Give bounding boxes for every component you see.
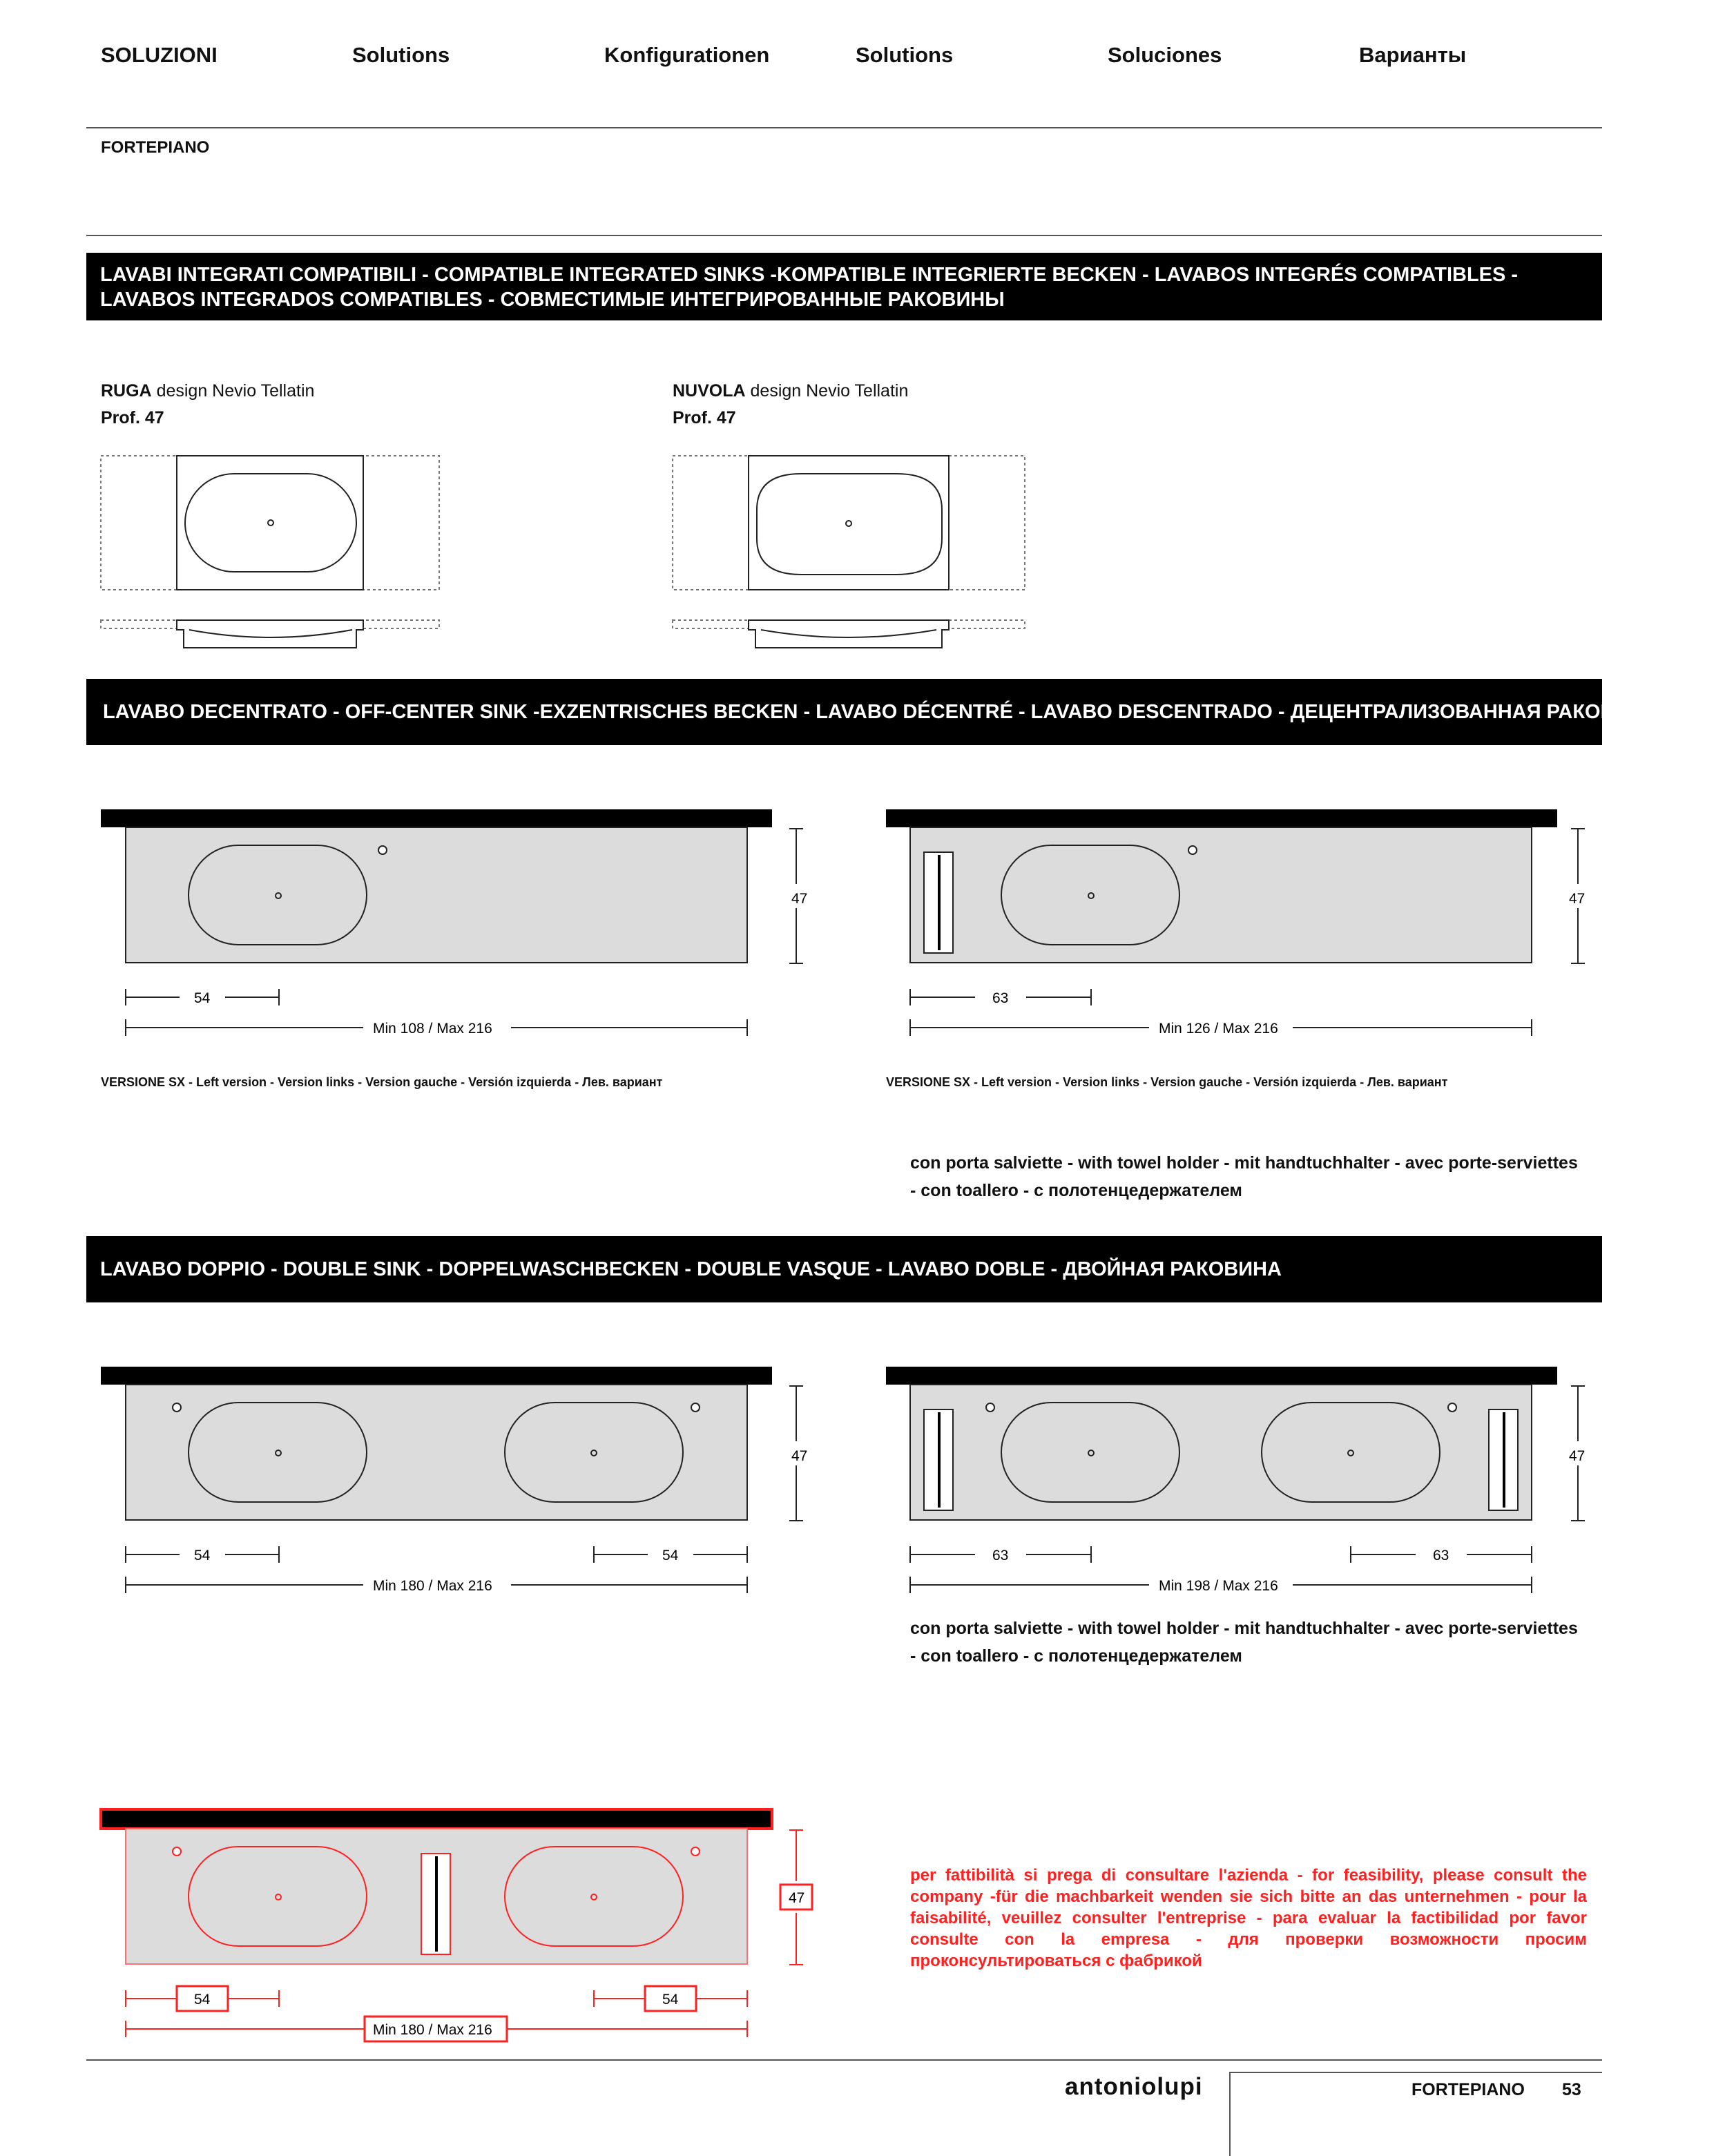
offcenter-towel-note-line1: con porta salviette - with towel holder - mit handtuchhalter - avec porte-serviettes bbox=[910, 1153, 1578, 1173]
vanity-front bbox=[910, 1385, 1532, 1520]
integrated-sink-drawings bbox=[0, 0, 1725, 663]
nuvola-designer: design Nevio Tellatin bbox=[750, 381, 909, 401]
offcenter-left-drawing bbox=[101, 809, 807, 1037]
counter-top bbox=[101, 1809, 772, 1829]
dim-offset-right: 54 bbox=[662, 1548, 679, 1563]
page-number: 53 bbox=[1562, 2080, 1581, 2099]
counter-top bbox=[886, 809, 1557, 827]
dim-offset-left: 54 bbox=[194, 1992, 211, 2008]
tap-hole bbox=[1188, 846, 1197, 854]
dim-offset-right: 54 bbox=[662, 1992, 679, 2008]
tap-hole-left bbox=[173, 1847, 181, 1856]
counter-top bbox=[886, 1367, 1557, 1385]
ruga-name: RUGA bbox=[101, 381, 152, 401]
header-tab-ru: Варианты bbox=[1359, 43, 1467, 67]
counter-top bbox=[101, 1367, 772, 1385]
offcenter-right-drawing bbox=[886, 809, 1585, 1037]
offcenter-towel-note-line2: - con toallero - с полотенцедержателем bbox=[910, 1181, 1242, 1200]
tap-hole-right bbox=[1448, 1403, 1456, 1412]
vanity-front bbox=[126, 827, 747, 963]
header-tab-fr: Solutions bbox=[856, 43, 954, 67]
vanity-front bbox=[126, 1385, 747, 1520]
footer-collection: FORTEPIANO bbox=[1411, 2080, 1525, 2099]
dim-range: Min 108 / Max 216 bbox=[373, 1021, 492, 1037]
section-double-title: LAVABO DOPPIO - DOUBLE SINK - DOPPELWASCHBECKEN - DOUBLE VASQUE - LAVABO DOBLE - ДВОЙНАЯ РАКОВИНА bbox=[86, 1236, 1602, 1302]
nuvola-name: NUVOLA bbox=[673, 381, 746, 401]
feasibility-note: per fattibilità si prega di consultare l'azienda - for feasibility, please consult the company -für die machbarkeit wenden sie sich bitte an das unternehmen - pour la faisabilité, veuillez consulter l'entreprise - para evaluar la factibilidad por favor consulte con la empresa - для проверки возможности просим проконсультироваться с фабрикой bbox=[910, 1866, 1587, 1970]
double-left-drawing bbox=[101, 1367, 807, 1594]
tap-hole-left bbox=[173, 1403, 181, 1412]
header-tab-es: Soluciones bbox=[1108, 43, 1222, 67]
dim-depth: 47 bbox=[791, 891, 808, 907]
tap-hole-right bbox=[691, 1847, 700, 1856]
dim-range: Min 180 / Max 216 bbox=[373, 1578, 492, 1594]
header-tab-en: Solutions bbox=[352, 43, 450, 67]
double-right-drawing bbox=[886, 1367, 1585, 1594]
double-towel-note bbox=[910, 1615, 1601, 1670]
offcenter-right-version: VERSIONE SX - Left version - Version links - Version gauche - Versión izquierda - Лев. вариант bbox=[886, 1075, 1448, 1089]
dim-range: Min 180 / Max 216 bbox=[373, 2022, 492, 2038]
dim-offset-right: 63 bbox=[1433, 1548, 1449, 1563]
footer-box bbox=[1229, 2072, 1602, 2156]
offcenter-left-version: VERSIONE SX - Left version - Version links - Version gauche - Versión izquierda - Лев. вариант bbox=[101, 1075, 663, 1089]
section-integrated-title-line1: LAVABI INTEGRATI COMPATIBILI - COMPATIBLE INTEGRATED SINKS -KOMPATIBLE INTEGRIERTE BECKEN - LAVABOS INTEGRÉS COMPATIBLES - bbox=[100, 264, 1519, 286]
nuvola-section-view bbox=[673, 620, 1025, 648]
double-towel-note-line2: - con toallero - с полотенцедержателем bbox=[910, 1646, 1242, 1666]
page-subtitle: FORTEPIANO bbox=[101, 138, 210, 157]
ruga-designer: design Nevio Tellatin bbox=[156, 381, 315, 401]
header-tab-it: SOLUZIONI bbox=[101, 43, 218, 67]
tap-hole bbox=[378, 846, 387, 854]
tap-hole-left bbox=[986, 1403, 994, 1412]
dim-range: Min 198 / Max 216 bbox=[1159, 1578, 1278, 1594]
brand-logo: antoniolupi bbox=[1065, 2073, 1203, 2100]
ruga-section-view bbox=[101, 620, 439, 648]
header-tab-de: Konfigurationen bbox=[604, 43, 770, 67]
vanity-front bbox=[910, 827, 1532, 963]
dim-offset-left: 54 bbox=[194, 1548, 211, 1563]
dim-range: Min 126 / Max 216 bbox=[1159, 1021, 1278, 1037]
nuvola-top-view bbox=[673, 456, 1025, 590]
double-towel-note-line1: con porta salviette - with towel holder - mit handtuchhalter - avec porte-serviettes bbox=[910, 1619, 1578, 1638]
dim-depth: 47 bbox=[1569, 1448, 1586, 1464]
dim-depth: 47 bbox=[789, 1890, 805, 1906]
dim-offset: 54 bbox=[194, 990, 211, 1006]
dim-offset: 63 bbox=[992, 990, 1009, 1006]
tap-hole-right bbox=[691, 1403, 700, 1412]
dim-offset-left: 63 bbox=[992, 1548, 1009, 1563]
section-integrated-title-line2: LAVABOS INTEGRADOS COMPATIBLES - СОВМЕСТИМЫЕ ИНТЕГРИРОВАННЫЕ РАКОВИНЫ bbox=[100, 289, 1005, 311]
dim-depth: 47 bbox=[791, 1448, 808, 1464]
double-drawings bbox=[0, 1351, 1725, 1628]
section-offcenter-title: LAVABO DECENTRATO - OFF-CENTER SINK -EXZENTRISCHES BECKEN - LAVABO DÉCENTRÉ - LAVABO DESCENTRADO - ДЕЦЕНТРАЛИЗОВАННАЯ РАКОВИНА bbox=[86, 679, 1602, 745]
footer-rule bbox=[86, 2059, 1602, 2061]
offcenter-drawings bbox=[0, 794, 1725, 1084]
counter-top bbox=[101, 809, 772, 827]
ruga-depth: Prof. 47 bbox=[101, 408, 164, 427]
nuvola-depth: Prof. 47 bbox=[673, 408, 736, 427]
offcenter-towel-note bbox=[910, 1149, 1601, 1204]
ruga-top-view bbox=[101, 456, 439, 590]
dim-depth: 47 bbox=[1569, 891, 1586, 907]
